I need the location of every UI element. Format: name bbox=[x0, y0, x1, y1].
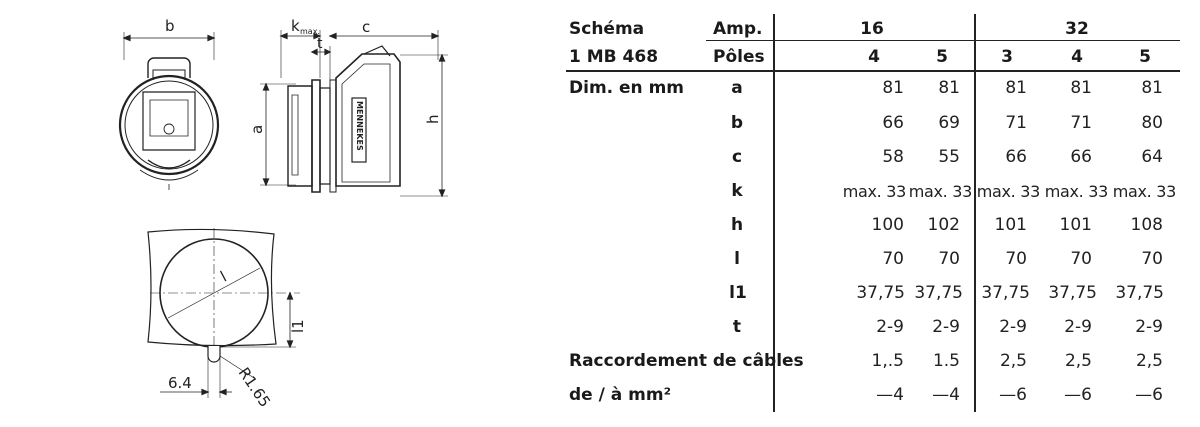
dim-h-label: h bbox=[424, 114, 442, 124]
table-cell: 70 bbox=[1005, 249, 1027, 269]
amp-16-header: 16 bbox=[860, 19, 884, 39]
table-cell: 81 bbox=[1005, 78, 1027, 98]
table-cell: 80 bbox=[1141, 113, 1163, 133]
column-divider bbox=[974, 14, 976, 412]
row-key: t bbox=[732, 317, 742, 337]
table-cell: 2-9 bbox=[1135, 317, 1163, 337]
header-rule bbox=[706, 40, 1180, 41]
row-key: b bbox=[730, 113, 744, 133]
pole-header: 4 bbox=[868, 47, 880, 67]
table-cell: 81 bbox=[882, 78, 904, 98]
table-cell: 58 bbox=[882, 147, 904, 167]
table-cell: 70 bbox=[938, 249, 960, 269]
row-key: l bbox=[734, 249, 740, 269]
amp-32-header: 32 bbox=[1065, 19, 1089, 39]
brand-label: MENNEKES bbox=[355, 101, 364, 151]
table-cell: 71 bbox=[1070, 113, 1092, 133]
row-key: l1 bbox=[729, 283, 747, 303]
pole-header: 5 bbox=[936, 47, 948, 67]
table-cell: 1,.5 bbox=[871, 351, 904, 371]
table-cell: 100 bbox=[871, 215, 904, 235]
table-cell: 66 bbox=[882, 113, 904, 133]
dim-l1-label: l1 bbox=[289, 319, 307, 333]
table-cell: 64 bbox=[1141, 147, 1163, 167]
table-cell: 102 bbox=[927, 215, 960, 235]
dim-k-label: k bbox=[291, 17, 300, 35]
amp-label: Amp. bbox=[713, 19, 763, 39]
dim-c-label: c bbox=[362, 18, 371, 36]
table-cell: max. 33 bbox=[842, 182, 906, 201]
row-key: a bbox=[731, 78, 743, 98]
table-cell: 66 bbox=[1070, 147, 1092, 167]
table-cell: 71 bbox=[1005, 113, 1027, 133]
table-cell: —6 bbox=[999, 385, 1027, 405]
row-key: c bbox=[731, 147, 743, 167]
cable-unit-label: de / à mm² bbox=[569, 385, 672, 405]
table-cell: 81 bbox=[938, 78, 960, 98]
table-cell: 81 bbox=[1070, 78, 1092, 98]
table-cell: —4 bbox=[932, 385, 960, 405]
table-cell: 2-9 bbox=[1064, 317, 1092, 337]
table-cell: 2,5 bbox=[1135, 351, 1163, 371]
table-cell: 37,75 bbox=[981, 283, 1030, 303]
table-cell: 2-9 bbox=[999, 317, 1027, 337]
header-rule-bold bbox=[566, 70, 1180, 72]
table-cell: 37,75 bbox=[914, 283, 963, 303]
table-cell: 37,75 bbox=[1115, 283, 1164, 303]
table-cell: 1.5 bbox=[932, 351, 960, 371]
dim-label: Dim. en mm bbox=[569, 78, 685, 98]
table-cell: 2,5 bbox=[1064, 351, 1092, 371]
row-key: h bbox=[730, 215, 744, 235]
pole-header: 3 bbox=[1001, 47, 1013, 67]
table-cell: max. 33 bbox=[976, 182, 1040, 201]
poles-label: Pôles bbox=[713, 47, 765, 67]
table-cell: —6 bbox=[1135, 385, 1163, 405]
table-cell: 2,5 bbox=[999, 351, 1027, 371]
table-cell: 101 bbox=[1059, 215, 1092, 235]
table-cell: 69 bbox=[938, 113, 960, 133]
table-cell: —6 bbox=[1064, 385, 1092, 405]
table-cell: 55 bbox=[938, 147, 960, 167]
dim-t-label: t bbox=[317, 36, 323, 52]
pole-header: 5 bbox=[1139, 47, 1151, 67]
table-cell: 37,75 bbox=[1048, 283, 1097, 303]
table-cell: 70 bbox=[1141, 249, 1163, 269]
dim-width-label: 6.4 bbox=[168, 374, 192, 392]
table-cell: max. 33 bbox=[908, 182, 972, 201]
model-label: 1 MB 468 bbox=[569, 47, 659, 67]
table-cell: 70 bbox=[1070, 249, 1092, 269]
schema-label: Schéma bbox=[569, 19, 645, 39]
dim-l-label: l bbox=[217, 267, 230, 286]
pole-header: 4 bbox=[1071, 47, 1083, 67]
table-cell: 2-9 bbox=[876, 317, 904, 337]
table-cell: max. 33 bbox=[1044, 182, 1108, 201]
row-key: k bbox=[731, 181, 743, 201]
table-cell: —4 bbox=[876, 385, 904, 405]
table-cell: 70 bbox=[882, 249, 904, 269]
table-cell: 66 bbox=[1005, 147, 1027, 167]
table-cell: 101 bbox=[994, 215, 1027, 235]
cable-label: Raccordement de câbles bbox=[569, 351, 804, 371]
dim-b-label: b bbox=[165, 17, 175, 35]
dim-radius-label: R1.65 bbox=[234, 364, 275, 411]
dim-a-label: a bbox=[248, 124, 266, 134]
table-cell: max. 33 bbox=[1112, 182, 1176, 201]
table-cell: 81 bbox=[1141, 78, 1163, 98]
table-cell: 2-9 bbox=[932, 317, 960, 337]
table-cell: 37,75 bbox=[856, 283, 905, 303]
dim-k-subscript: max. bbox=[300, 27, 320, 36]
table-cell: 108 bbox=[1130, 215, 1163, 235]
